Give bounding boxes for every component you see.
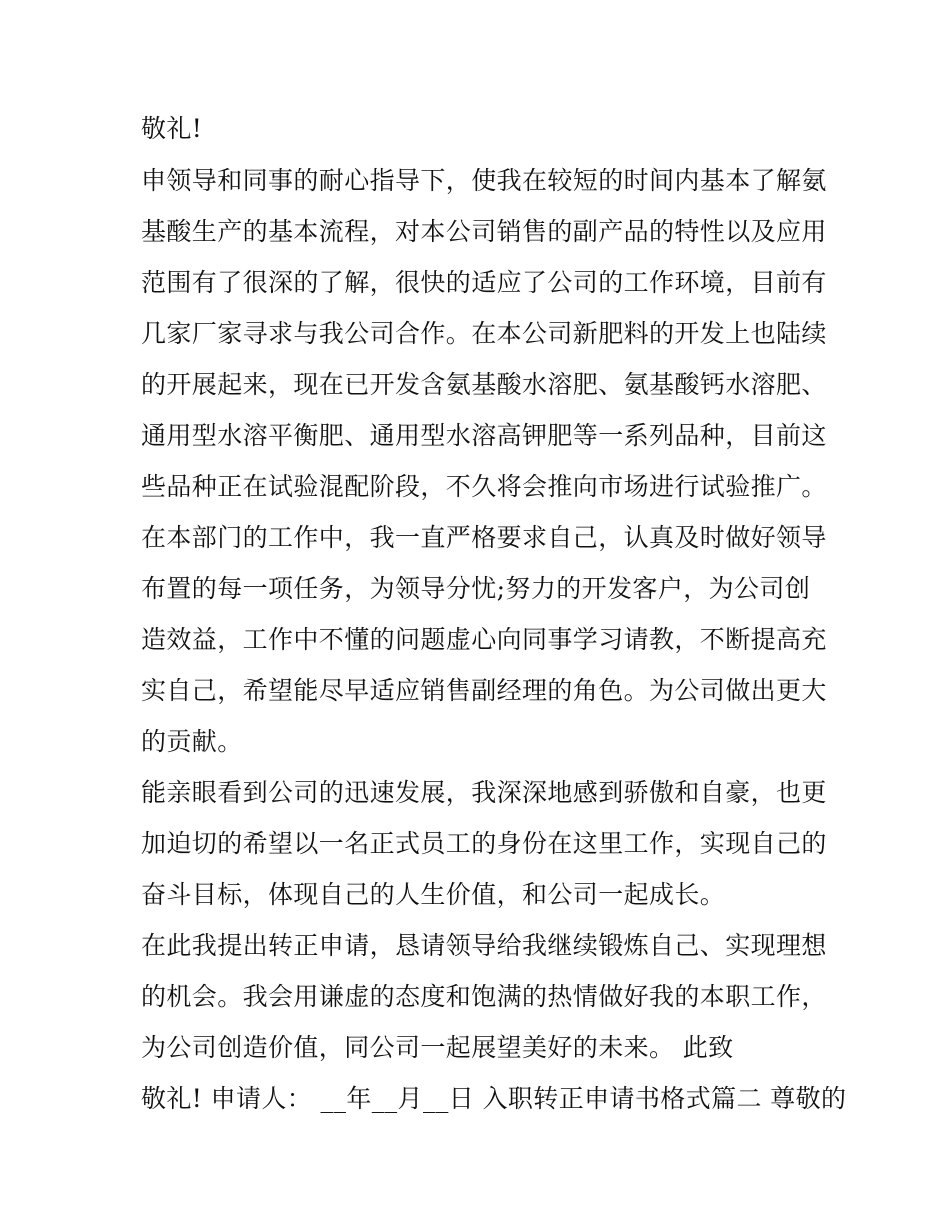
text-line: 为公司创造价值，同公司一起展望美好的未来。 此致 [141, 1033, 734, 1062]
text-line: 基酸生产的基本流程，对本公司销售的副产品的特性以及应用 [141, 217, 827, 246]
text-line: 布置的每一项任务，为领导分忧;努力的开发客户，为公司创 [141, 574, 811, 603]
text-line: 在此我提出转正申请，恳请领导给我继续锻炼自己、实现理想 [141, 931, 827, 960]
text-line: 能亲眼看到公司的迅速发展，我深深地感到骄傲和自豪，也更 [141, 778, 827, 807]
text-line: 范围有了很深的了解，很快的适应了公司的工作环境，目前有 [141, 268, 827, 297]
text-line: 申领导和同事的耐心指导下，使我在较短的时间内基本了解氨 [141, 166, 827, 195]
text-line: 加迫切的希望以一名正式员工的身份在这里工作，实现自己的 [141, 829, 827, 858]
text-line: 在本部门的工作中，我一直严格要求自己，认真及时做好领导 [141, 523, 827, 552]
text-line-signature: 敬礼! 申请人： __年__月__日 入职转正申请书格式篇二 尊敬的 [141, 1084, 847, 1113]
text-line: 的贡献。 [141, 727, 243, 756]
text-line: 实自己，希望能尽早适应销售副经理的角色。为公司做出更大 [141, 676, 827, 705]
text-line: 的机会。我会用谦虚的态度和饱满的热情做好我的本职工作， [141, 982, 827, 1011]
text-line: 些品种正在试验混配阶段，不久将会推向市场进行试验推广。 [141, 472, 827, 501]
text-line: 的开展起来，现在已开发含氨基酸水溶肥、氨基酸钙水溶肥、 [141, 370, 827, 399]
text-line: 奋斗目标，体现自己的人生价值，和公司一起成长。 [141, 880, 726, 909]
text-line: 造效益，工作中不懂的问题虚心向同事学习请教，不断提高充 [141, 625, 827, 654]
text-line: 通用型水溶平衡肥、通用型水溶高钾肥等一系列品种，目前这 [141, 421, 827, 450]
text-line-closing: 敬礼! [141, 114, 203, 143]
text-line: 几家厂家寻求与我公司合作。在本公司新肥料的开发上也陆续 [141, 319, 827, 348]
